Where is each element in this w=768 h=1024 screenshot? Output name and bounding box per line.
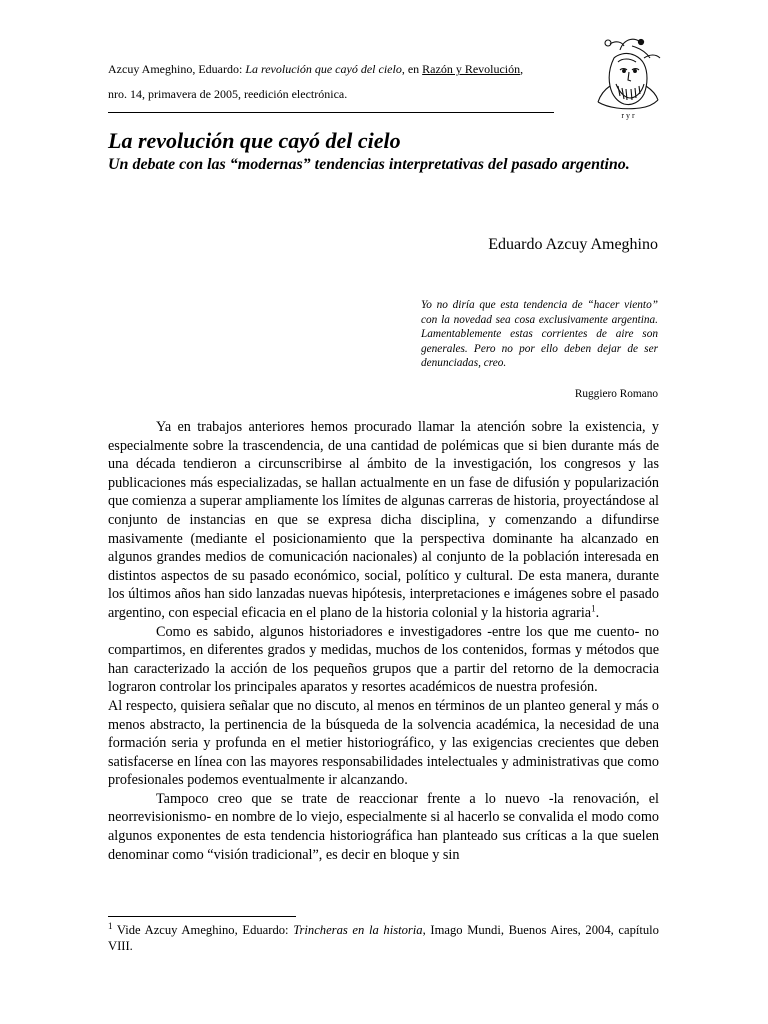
author-name: Eduardo Azcuy Ameghino [488, 236, 658, 253]
footnote-book-title: Trincheras en la historia [293, 923, 423, 937]
footnote-1: $^1$ Vide Azcuy Ameghino, Eduardo: Trincheras en la historia, Imago Mundi, Buenos Aires, 2004, capítulo VIII. [108, 920, 659, 953]
journal-link[interactable]: Razón y Revolución [422, 62, 521, 76]
header-rule [108, 112, 554, 113]
citation-author: Azcuy Ameghino, Eduardo: [108, 62, 243, 76]
epigraph-quote: Yo no diría que esta tendencia de “hacer viento” con la novedad sea cosa exclusivamente argentina. Lamentablemente estas corrientes de aire son generales. Pero no por ello deben dejar de ser denunciadas, creo. [421, 299, 658, 369]
running-header [108, 62, 588, 102]
citation-in: , en [401, 62, 420, 76]
paragraph-2: Como es sabido, algunos historiadores e investigadores -entre los que me cuento- no compartimos, en diferentes grados y medidas, muchos de los contenidos, formas y métodos que han caracterizado la acción de los pequeños grupos que a partir del retorno de la democracia lograron controlar los principales aparatos y resortes académicos de nuestra profesión. [108, 623, 659, 696]
article-subtitle: Un debate con las “modernas” tendencias interpretativas del pasado argentino. [108, 156, 630, 173]
paragraph-4: Tampoco creo que se trate de reaccionar frente a lo nuevo -la renovación, el neorrevisionismo- en nombre de lo viejo, especialmente si al hacerlo se convalida el modo como algunos exponentes de esta tendencia historiográfica han planteado sus críticas a la que suelen denominar como “visión tradicional”, es decir en bloque y sin [108, 790, 659, 863]
issue-info: nro. 14, primavera de 2005, reedición electrónica. [108, 87, 348, 101]
epigraph-attribution: Ruggiero Romano [574, 388, 658, 400]
footnote-ref-1[interactable]: 1 [591, 603, 596, 614]
citation-work-title: La revolución que cayó del cielo [245, 62, 402, 76]
citation-line: Azcuy Ameghino, Eduardo: La revolución que cayó del cielo, en Razón y Revolución, [108, 62, 524, 76]
article-body [108, 418, 659, 864]
razon-y-revolucion-logo-icon [584, 28, 666, 120]
logo-letters: r y r [621, 111, 635, 120]
paragraph-3: Al respecto, quisiera señalar que no discuto, al menos en términos de un planteo general y más o menos abstracto, la pertinencia de la búsqueda de la solvencia académica, la necesidad de una formación seria y profunda en el metier historiográfico, y las exigencias crecientes que deben satisfacerse en línea con las mayores responsabilidades intelectuales y administrativas que como profesionales podemos eventualmente ir alcanzando. [108, 697, 659, 789]
footnote-rule [108, 916, 296, 917]
footnote-number: 1 [108, 920, 113, 931]
paragraph-1: Ya en trabajos anteriores hemos procurado llamar la atención sobre la existencia, y especialmente sobre la trascendencia, de una cantidad de polémicas que si bien durante más de una década tendieron a circunscribirse al ámbito de la investigación, los congresos y las publicaciones más especializadas, se hallan actualmente en un fase de difusión y popularización que comienza a superar ampliamente los límites de algunas carreras de historia, proyectándose al conjunto de instancias en que se expresa dicha disciplina, y comenzando a difundirse masivamente (mediante el posicionamiento que la perspectiva dominante ha alcanzado en algunos grandes medios de comunicación nacionales) al conjunto de la población interesada en distintos aspectos de su pasado económico, social, político y cultural. De esta manera, durante los últimos años han sido lanzadas nuevas hipótesis, interpretaciones e imágenes sobre el pasado argentino, con especial eficacia en el plano de la historia colonial y la historia agraria$^1$. [108, 419, 659, 621]
article-title: La revolución que cayó del cielo [108, 128, 401, 153]
